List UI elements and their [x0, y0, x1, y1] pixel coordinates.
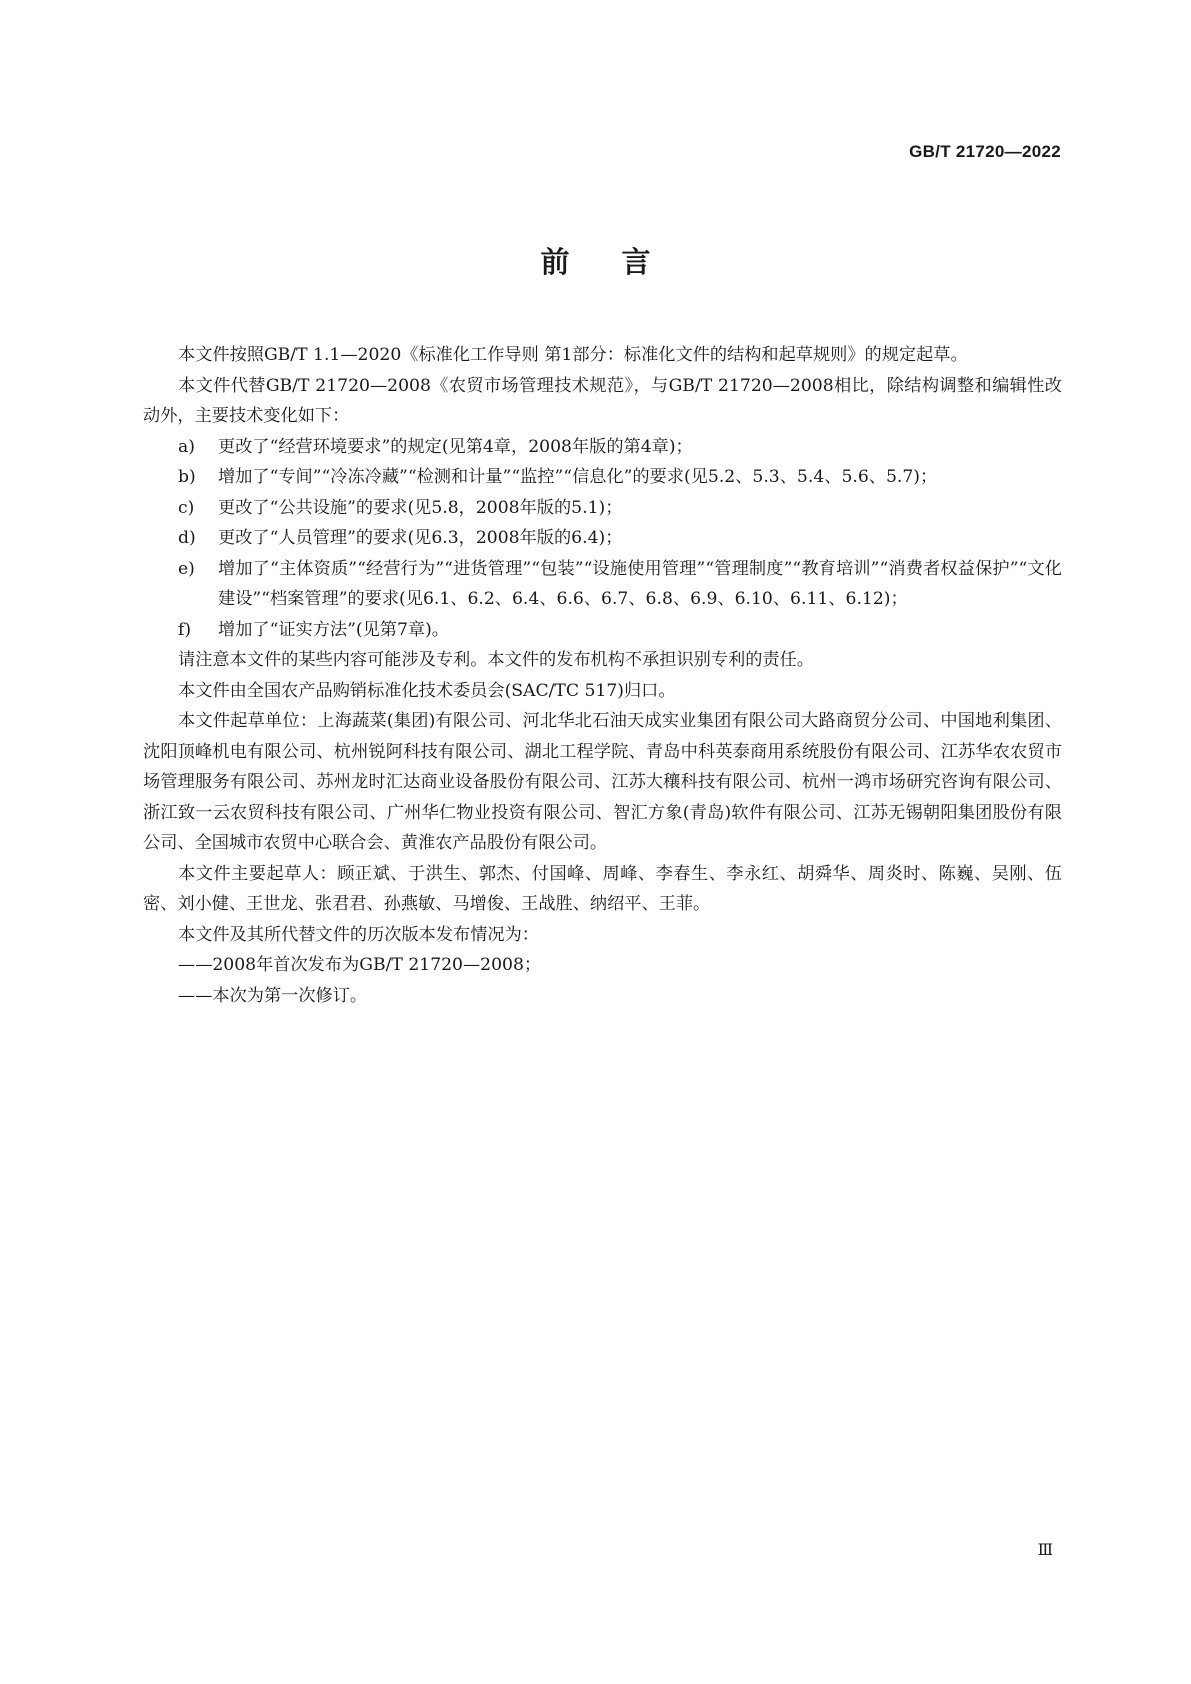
list-item-label: f) [178, 619, 192, 640]
list-item [143, 554, 1062, 615]
list-item-text: 更改了“公共设施”的要求(见5.8，2008年版的5.1)； [218, 497, 623, 518]
list-item-text: 增加了“专间”“冷冻冷藏”“检测和计量”“监控”“信息化”的要求(见5.2、5.3、5.4、5.6、5.7)； [218, 467, 938, 487]
paragraph-drafting-units: 本文件起草单位：上海蔬菜(集团)有限公司、河北华北石油天成实业集团有限公司大路商贸分公司、中国地利集团、沈阳顶峰机电有限公司、杭州锐阿科技有限公司、湖北工程学院、青岛中科英泰商用系统股份有限公司、江苏华农农贸市场管理服务有限公司、苏州龙时汇达商业设备股份有限公司、江苏大穰科技有限公司、杭州一鸿市场研究咨询有限公司、浙江致一云农贸科技有限公司、广州华仁物业投资有限公司、智汇方象(青岛)软件有限公司、江苏无锡朝阳集团股份有限公司、全国城市农贸中心联合会、黄淮农产品股份有限公司。 [143, 711, 1062, 853]
list-item-text: 增加了“证实方法”(见第7章)。 [218, 619, 449, 640]
list-item-text: 更改了“人员管理”的要求(见6.3，2008年版的6.4)； [218, 528, 623, 548]
list-item-label: c) [178, 497, 195, 518]
paragraph-patent-notice: 请注意本文件的某些内容可能涉及专利。本文件的发布机构不承担识别专利的责任。 [178, 650, 814, 670]
standard-code: GB/T 21720—2022 [909, 142, 1061, 161]
paragraph-history-intro: 本文件及其所代替文件的历次版本发布情况为： [178, 924, 539, 945]
document-body [143, 340, 1062, 1011]
history-list [143, 950, 1062, 1011]
history-item: ——本次为第一次修订。 [178, 985, 368, 1006]
paragraph-committee: 本文件由全国农产品购销标准化技术委员会(SAC/TC 517)归口。 [178, 680, 676, 701]
list-item-label: a) [178, 436, 195, 457]
list-item-label: b) [178, 467, 196, 487]
page-number: Ⅲ [1037, 1542, 1053, 1559]
paragraph-replacement: 本文件代替GB/T 21720—2008《农贸市场管理技术规范》，与GB/T 21720—2008相比，除结构调整和编辑性改动外，主要技术变化如下： [143, 375, 1062, 426]
list-item-text: 增加了“主体资质”“经营行为”“进货管理”“包装”“设施使用管理”“管理制度”“教育培训”“消费者权益保护”“文化建设”“档案管理”的要求(见6.1、6.2、6.4、6.6、6.7、6.8、6.9、6.10、6.11、6.12)； [218, 558, 1062, 609]
page-title: 前言 [540, 245, 703, 279]
list-item-label: d) [178, 528, 196, 548]
changes-list [143, 432, 1062, 646]
list-item [143, 523, 1062, 554]
list-item [143, 493, 1062, 524]
history-item: ——2008年首次发布为GB/T 21720—2008； [178, 955, 542, 975]
list-item [143, 615, 1062, 646]
paragraph-drafting-rules: 本文件按照GB/T 1.1—2020《标准化工作导则 第1部分：标准化文件的结构和起草规则》的规定起草。 [178, 345, 968, 365]
list-item-label: e) [178, 558, 195, 579]
list-item-text: 更改了“经营环境要求”的规定(见第4章，2008年版的第4章)； [218, 436, 693, 457]
list-item [143, 432, 1062, 463]
list-item [143, 462, 1062, 493]
paragraph-drafters: 本文件主要起草人：顾正斌、于洪生、郭杰、付国峰、周峰、李春生、李永红、胡舜华、周炎时、陈巍、吴刚、伍密、刘小健、王世龙、张君君、孙燕敏、马增俊、王战胜、纳绍平、王菲。 [143, 863, 1062, 914]
